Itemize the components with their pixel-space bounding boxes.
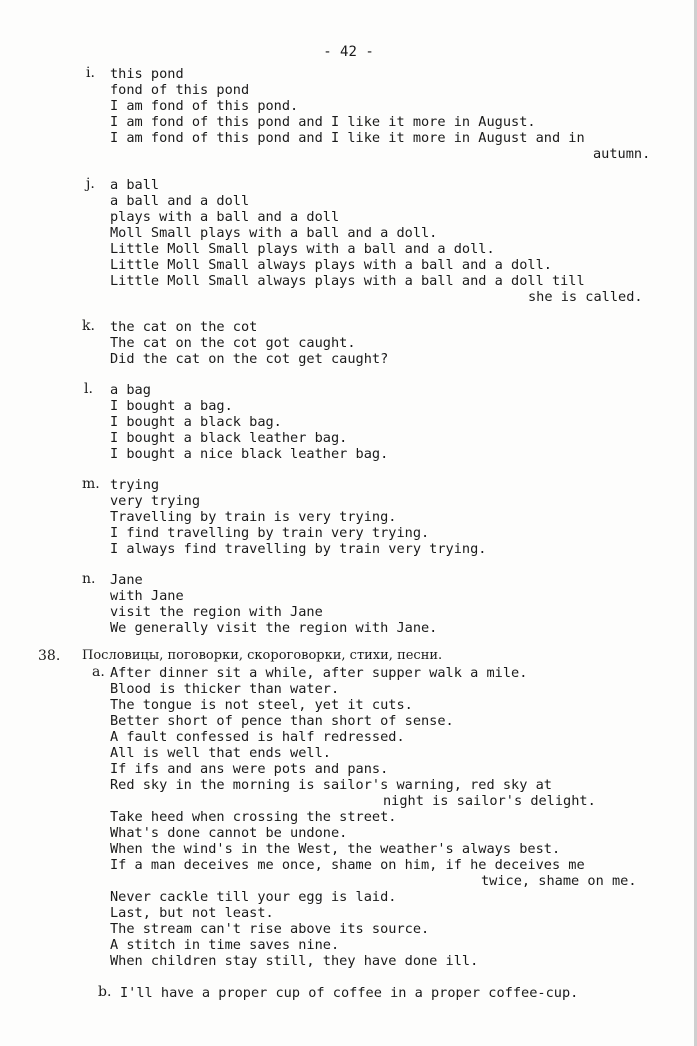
text-line: the cat on the cot — [110, 319, 258, 335]
text-line: visit the region with Jane — [110, 604, 323, 620]
text-line: with Jane — [110, 588, 184, 604]
text-line: Travelling by train is very trying. — [110, 509, 397, 525]
proverb-line: All is well that ends well. — [110, 745, 331, 761]
proverb-line: After dinner sit a while, after supper walk a mile. — [110, 665, 528, 681]
text-line: trying — [110, 477, 160, 493]
text-line: I find travelling by train very trying. — [110, 525, 430, 541]
text-line: this pond — [110, 66, 184, 82]
proverb-line: Better short of pence than short of sense. — [110, 713, 454, 729]
proverb-line: Red sky in the morning is sailor's warning, red sky at — [110, 777, 552, 793]
text-line: she is called. — [528, 289, 643, 305]
text-line: fond of this pond — [110, 82, 250, 98]
text-line: We generally visit the region with Jane. — [110, 620, 438, 636]
section-label: i. — [86, 65, 95, 81]
section-label: k. — [82, 318, 95, 334]
proverb-line: A stitch in time saves nine. — [110, 937, 340, 953]
text-line: a ball and a doll — [110, 193, 250, 209]
proverb-line: If a man deceives me once, shame on him, if he deceives me — [110, 857, 585, 873]
text-line: Moll Small plays with a ball and a doll. — [110, 225, 438, 241]
text-line: I am fond of this pond and I like it more in August and in — [110, 130, 585, 146]
proverb-line: The tongue is not steel, yet it cuts. — [110, 697, 413, 713]
page-number: - 42 - — [323, 44, 374, 60]
proverb-line: twice, shame on me. — [481, 873, 637, 889]
text-line: I am fond of this pond and I like it more in August. — [110, 114, 536, 130]
text-line: I always find travelling by train very trying. — [110, 541, 487, 557]
text-line: a ball — [110, 177, 160, 193]
text-line: I bought a bag. — [110, 398, 233, 414]
proverb-line: Take heed when crossing the street. — [110, 809, 397, 825]
proverb-line: Never cackle till your egg is laid. — [110, 889, 397, 905]
text-line: Little Moll Small plays with a ball and a doll. — [110, 241, 495, 257]
tongue-twister-line: I'll have a proper cup of coffee in a proper coffee-cup. — [120, 985, 579, 1001]
text-line: Did the cat on the cot get caught? — [110, 351, 389, 367]
text-line: Little Moll Small always plays with a ball and a doll till — [110, 273, 585, 289]
proverb-line: The stream can't rise above its source. — [110, 921, 430, 937]
proverb-line: What's done cannot be undone. — [110, 825, 348, 841]
proverb-line: If ifs and ans were pots and pans. — [110, 761, 389, 777]
proverb-line: Last, but not least. — [110, 905, 274, 921]
exercise-heading: Пословицы, поговорки, скороговорки, стихи, песни. — [82, 648, 443, 663]
section-label: l. — [84, 381, 93, 397]
text-line: a bag — [110, 382, 151, 398]
proverb-line: night is sailor's delight. — [383, 793, 596, 809]
proverb-line: When the wind's in the West, the weather's always best. — [110, 841, 561, 857]
subsection-label: b. — [98, 984, 112, 1000]
exercise-number: 38. — [38, 648, 61, 664]
section-label: j. — [86, 176, 95, 192]
text-line: I bought a black leather bag. — [110, 430, 348, 446]
text-line: Little Moll Small always plays with a ball and a doll. — [110, 257, 552, 273]
subsection-label: a. — [92, 664, 105, 680]
text-line: I am fond of this pond. — [110, 98, 299, 114]
section-label: m. — [82, 476, 100, 492]
text-line: I bought a black bag. — [110, 414, 282, 430]
text-line: plays with a ball and a doll — [110, 209, 340, 225]
text-line: Jane — [110, 572, 143, 588]
proverb-line: A fault confessed is half redressed. — [110, 729, 405, 745]
text-line: The cat on the cot got caught. — [110, 335, 356, 351]
proverb-line: When children stay still, they have done ill. — [110, 953, 479, 969]
proverb-line: Blood is thicker than water. — [110, 681, 340, 697]
text-line: autumn. — [593, 146, 651, 162]
text-line: I bought a nice black leather bag. — [110, 446, 389, 462]
section-label: n. — [82, 571, 96, 587]
text-line: very trying — [110, 493, 201, 509]
